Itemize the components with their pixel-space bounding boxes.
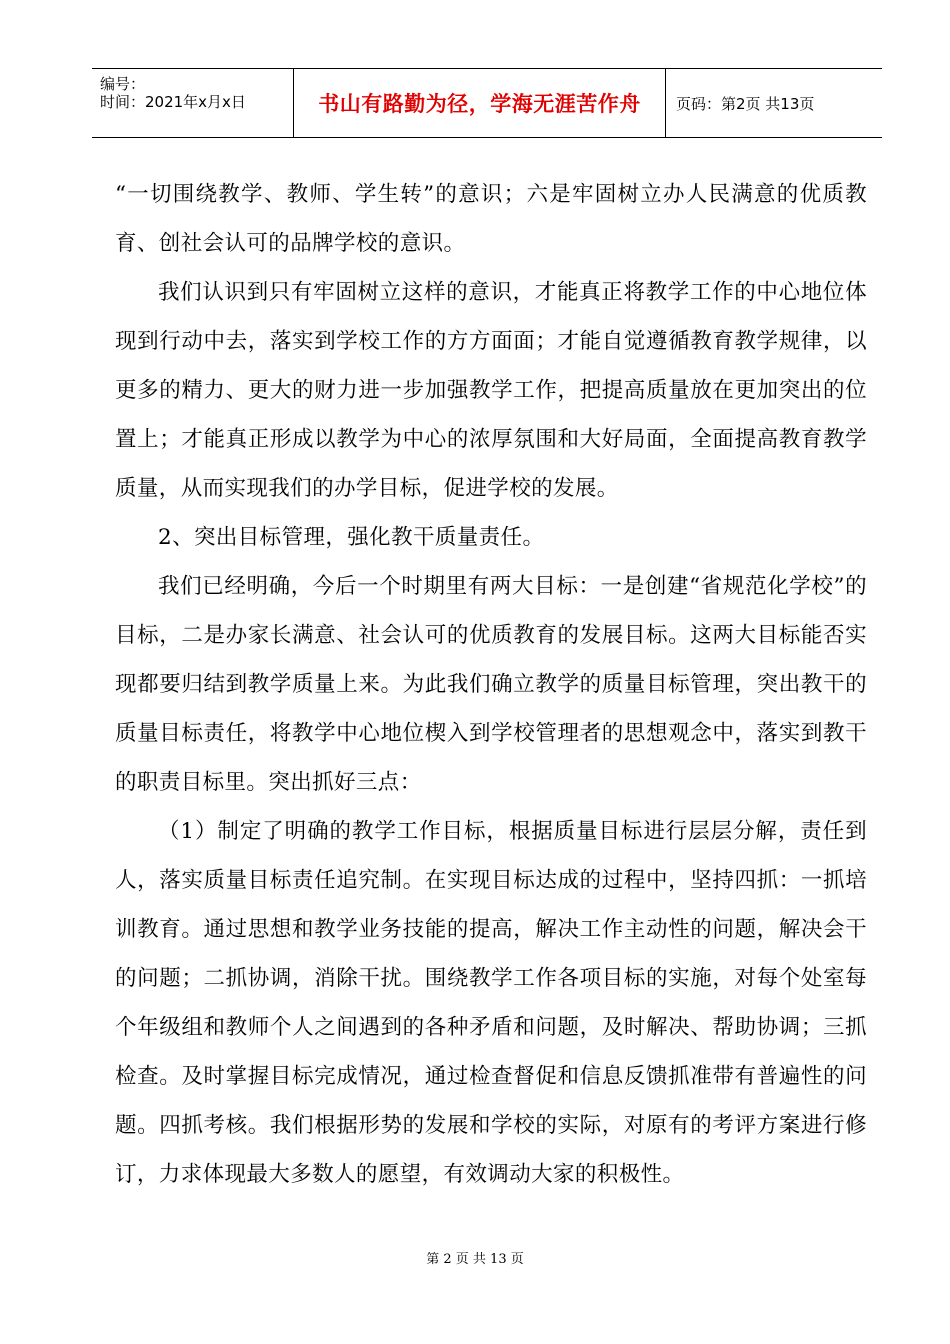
header-meta (92, 69, 294, 137)
header-motto (294, 69, 666, 137)
paragraph-continuation: “一切围绕教学、教师、学生转”的意识；六是牢固树立办人民满意的优质教育、创社会认可的品牌学校的意识。 (115, 182, 867, 256)
motto-text: 书山有路勤为径，学海无涯苦作舟 (318, 92, 641, 116)
paragraph: 我们认识到只有牢固树立这样的意识，才能真正将教学工作的中心地位体现到行动中去，落实到学校工作的方方面面；才能自觉遵循教育教学规律，以更多的精力、更大的财力进一步加强教学工作，把提高质量放在更加突出的位置上；才能真正形成以教学为中心的浓厚氛围和大好局面，全面提高教育教学质量，从而实现我们的办学目标，促进学校的发展。 (115, 280, 867, 501)
page-header (92, 68, 882, 138)
document-time-label: 时间：2021年x月x日 (100, 93, 246, 111)
document-number-label: 编号： (100, 75, 146, 93)
section-heading: 2、突出目标管理，强化教干质量责任。 (158, 525, 545, 550)
paragraph: 我们已经明确，今后一个时期里有两大目标：一是创建“省规范化学校”的目标，二是办家长满意、社会认可的优质教育的发展目标。这两大目标能否实现都要归结到教学质量上来。为此我们确立教学的质量目标管理，突出教干的质量目标责任，将教学中心地位楔入到学校管理者的思想观念中，落实到教干的职责目标里。突出抓好三点： (115, 574, 867, 795)
paragraph: （1）制定了明确的教学工作目标，根据质量目标进行层层分解，责任到人，落实质量目标责任追究制。在实现目标达成的过程中，坚持四抓：一抓培训教育。通过思想和教学业务技能的提高，解决工作主动性的问题，解决会干的问题；二抓协调，消除干扰。围绕教学工作各项目标的实施，对每个处室每个年级组和教师个人之间遇到的各种矛盾和问题，及时解决、帮助协调；三抓检查。及时掌握目标完成情况，通过检查督促和信息反馈抓准带有普遍性的问题。四抓考核。我们根据形势的发展和学校的实际，对原有的考评方案进行修订，力求体现最大多数人的愿望，有效调动大家的积极性。 (115, 819, 867, 1187)
document-body (115, 170, 867, 1199)
header-page-info: 页码：第2页 共13页 (676, 94, 815, 113)
page-footer: 第 2 页 共 13 页 (426, 1252, 524, 1267)
